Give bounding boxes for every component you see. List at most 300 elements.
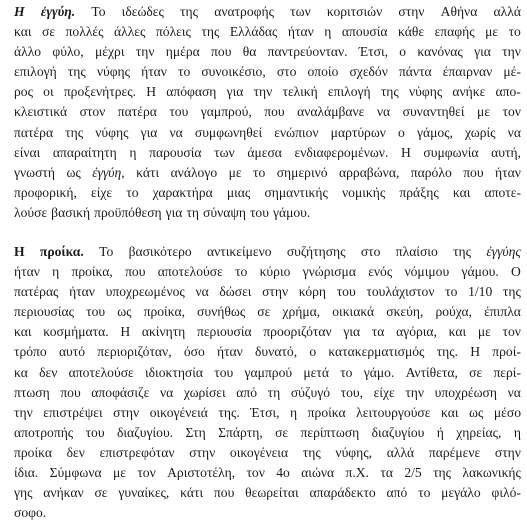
word: των <box>290 4 311 19</box>
word: γάμου. <box>272 204 311 220</box>
word: του <box>169 104 189 120</box>
word: του <box>214 364 234 380</box>
word: στην <box>262 284 289 300</box>
word: ενώπιον <box>274 124 319 140</box>
word: οικογένεια <box>229 444 289 460</box>
text-line <box>14 403 521 423</box>
paragraph-1 <box>14 2 521 223</box>
word: ενός <box>368 264 393 280</box>
word: με <box>485 24 499 40</box>
word: το <box>508 24 521 40</box>
word: 1/10 <box>468 284 493 300</box>
word: ο <box>398 124 405 140</box>
word: την <box>253 84 273 100</box>
word: απαραίτητη <box>52 144 117 160</box>
word: αποτελούσε <box>157 264 223 280</box>
word: κατακερματισμός <box>328 344 425 360</box>
word: ήταν <box>69 284 95 300</box>
word: Η <box>120 324 131 340</box>
word: της <box>201 24 220 40</box>
word: ο <box>399 44 407 60</box>
word: τη <box>186 204 200 220</box>
word: γης <box>14 485 33 501</box>
word: το <box>445 284 458 300</box>
word: που <box>213 485 235 501</box>
text-line <box>14 102 521 122</box>
word: πάντα <box>398 64 432 80</box>
word: τον <box>502 324 521 340</box>
word: περί- <box>493 364 521 380</box>
word: με <box>477 104 491 120</box>
word: δυνατό, <box>255 344 298 360</box>
word: περιουσία <box>196 324 252 340</box>
word: ρος <box>14 84 33 100</box>
word: προίκα <box>307 404 346 420</box>
word: αυτή, <box>491 144 521 160</box>
word: αποφάσιζε <box>91 384 150 400</box>
word: γυναίκες, <box>118 485 170 501</box>
word: οικιακά <box>332 304 375 320</box>
word: θεωρείται <box>245 485 299 501</box>
word: του <box>85 424 105 440</box>
word: κλειστικά <box>14 104 68 120</box>
word: νύφης <box>96 64 131 80</box>
word: γάμο. <box>363 364 395 380</box>
word: κοσμήματα. <box>43 324 109 340</box>
word: το <box>126 184 139 200</box>
word: Αθήνα <box>440 4 478 19</box>
word: ανατροφής <box>214 4 274 19</box>
word: στο <box>360 244 381 259</box>
word: νομικής <box>342 184 386 200</box>
word: σε <box>257 304 271 320</box>
word: επιλογή <box>14 64 57 80</box>
text-line <box>14 123 521 143</box>
word: μετά <box>303 364 329 380</box>
word: σκεύη, <box>386 304 424 320</box>
word: πόλεις <box>155 24 191 40</box>
word: Σύμφωνα <box>49 465 102 481</box>
word: άμεσα <box>247 144 282 160</box>
word: κάτι <box>136 164 160 180</box>
word: στην <box>189 444 216 460</box>
word: τα <box>371 324 385 340</box>
word: σημερινό <box>276 164 328 180</box>
text-line <box>14 262 521 282</box>
word: σύζυγό <box>290 384 331 400</box>
word: περιουσίας <box>14 304 75 320</box>
word: ίδια. <box>14 465 39 481</box>
word: Η <box>146 84 157 100</box>
word: 4ο <box>276 465 290 481</box>
word: που <box>60 384 81 400</box>
word: ακίνητη <box>141 324 186 340</box>
word: τον <box>502 104 521 120</box>
text-line <box>14 282 521 302</box>
word: συνοικέσιο, <box>201 64 266 80</box>
word: χηρείας, <box>456 424 502 440</box>
word: έπιπλα <box>484 304 521 320</box>
word: οι <box>43 84 54 100</box>
word: αρραβώνα, <box>339 164 400 180</box>
word: Ο <box>511 264 521 280</box>
word: για <box>474 44 491 60</box>
word: της <box>380 84 399 100</box>
word: οποίο <box>307 64 339 80</box>
word: πατέρας <box>14 284 59 300</box>
word: το <box>340 364 353 380</box>
word: νόμιμου <box>404 264 450 280</box>
word: Το <box>91 4 106 19</box>
text-line <box>14 342 521 362</box>
word: υποχρεωμένος <box>105 284 185 300</box>
word: την <box>14 404 33 420</box>
word: να <box>376 104 391 120</box>
word: ήταν <box>141 64 167 80</box>
text-line <box>14 423 521 443</box>
word: σύναψη <box>203 204 246 220</box>
word: μέσο <box>493 404 521 420</box>
word: πατέρα <box>14 124 54 140</box>
word: την <box>405 384 425 400</box>
word: ἐγγύη, <box>92 164 125 180</box>
text-line <box>14 82 521 102</box>
word: προφορική, <box>14 184 77 200</box>
word: για <box>343 324 361 340</box>
word: ήταν <box>495 164 521 180</box>
word: Έτσι, <box>250 404 280 420</box>
text-line <box>14 2 521 22</box>
word: συμφωνηθεί <box>194 124 263 140</box>
word: με <box>112 465 126 481</box>
word: ημέρα <box>165 44 200 60</box>
text-line <box>14 483 521 503</box>
word: κάθε <box>397 24 425 40</box>
word: νύφης <box>408 84 443 100</box>
word: απαράδεκτο <box>309 485 376 501</box>
word: παρουσία <box>149 144 202 160</box>
word: της <box>502 284 521 300</box>
word: η <box>513 424 521 440</box>
word: Αντίθετα, <box>405 364 458 380</box>
word: για <box>140 124 158 140</box>
word: Έτσι, <box>358 44 389 60</box>
word: ἐγγύη. <box>40 4 76 19</box>
word: ως <box>66 164 81 180</box>
text-line <box>14 302 521 322</box>
word: συναντηθεί <box>402 104 465 120</box>
word: προίκα, <box>143 304 185 320</box>
word: σε <box>94 485 108 501</box>
word: συμφωνία <box>423 144 479 160</box>
text-line <box>14 62 521 82</box>
word: παντρεύονταν. <box>267 44 348 60</box>
word: ή <box>436 424 444 440</box>
word: σε <box>469 364 483 380</box>
word: διαζυγίου. <box>116 424 174 440</box>
word: τον <box>246 465 265 481</box>
word: το <box>253 164 266 180</box>
word: ἐγγύης <box>486 244 521 259</box>
word: αλλά <box>493 4 521 19</box>
text-line <box>14 163 521 183</box>
word: πράξης <box>399 184 439 200</box>
word: μαρτύρων <box>330 124 386 140</box>
word: χαρακτήρα <box>152 184 213 200</box>
word: να <box>169 124 183 140</box>
paragraph-2 <box>14 242 521 523</box>
word: ήταν <box>216 344 243 360</box>
word: την <box>502 44 521 60</box>
word: άλλο <box>14 44 42 60</box>
word: απόφαση <box>166 84 217 100</box>
word: των <box>214 144 235 160</box>
word: η <box>129 144 137 160</box>
word: της <box>433 465 452 481</box>
word: χωρίσει <box>183 384 226 400</box>
word: Η <box>14 4 25 19</box>
word: και <box>448 324 467 340</box>
word: τελική <box>282 84 318 100</box>
word: Στη <box>185 424 206 440</box>
word: από <box>386 485 408 501</box>
word: της <box>67 64 86 80</box>
word: είναι <box>14 144 41 160</box>
text-line <box>14 183 521 203</box>
word: αντικείμενο <box>207 244 272 259</box>
word: στην <box>494 444 521 460</box>
word: που <box>211 44 232 60</box>
word: του <box>249 204 269 220</box>
word: παρέμενε <box>428 444 481 460</box>
word: οικογένειά <box>149 404 208 420</box>
word: αιώνα <box>301 465 335 481</box>
word: περιοριζόταν, <box>97 344 172 360</box>
text-line <box>14 503 521 523</box>
text-line <box>14 322 521 342</box>
word: έπαιρναν <box>442 64 493 80</box>
text-line <box>14 383 521 403</box>
word: κόρη <box>298 284 327 300</box>
word: του <box>336 284 356 300</box>
word: και <box>452 184 471 200</box>
word: ιδιοκτησία <box>144 364 204 380</box>
word: επαφής <box>434 24 475 40</box>
word: προοριζόταν <box>263 324 332 340</box>
word: κοριτσιών <box>326 4 383 19</box>
word: επιστρέψει <box>43 404 103 420</box>
word: δεν <box>39 364 58 380</box>
word: στην <box>113 404 140 420</box>
word: και <box>440 404 459 420</box>
word: νύφης <box>95 124 129 140</box>
word: αγόρια, <box>396 324 437 340</box>
word: πολλές <box>65 24 104 40</box>
word: ήταν <box>287 24 314 40</box>
word: αλλά <box>386 444 415 460</box>
word: χρήμα, <box>282 304 321 320</box>
text-line <box>14 143 521 163</box>
word: από <box>236 384 258 400</box>
word: βασικότερο <box>128 244 192 259</box>
word: ρούχα, <box>435 304 473 320</box>
word: στον <box>79 104 106 120</box>
word: γαμπρού <box>244 364 293 380</box>
word: σε <box>275 424 289 440</box>
word: η <box>52 264 60 280</box>
word: δεν <box>66 444 85 460</box>
word: που <box>264 104 285 120</box>
word: Το <box>99 244 114 259</box>
word: στην <box>398 4 425 19</box>
word: προίκα <box>14 444 52 460</box>
word: το <box>178 64 191 80</box>
word: ήταν <box>14 264 40 280</box>
word: της <box>180 4 199 19</box>
word: φιλό- <box>491 485 521 501</box>
word: άλλες <box>114 24 146 40</box>
word: του, <box>340 384 364 400</box>
word: είχε <box>373 384 395 400</box>
word: περίπτωση <box>300 424 360 440</box>
word: Η <box>14 244 25 259</box>
word: πατέρα <box>117 104 157 120</box>
word: να <box>195 284 209 300</box>
word: γάμου. <box>461 264 499 280</box>
word: Η <box>470 344 481 360</box>
word: πτωση <box>14 384 50 400</box>
word: σχεδόν <box>349 64 388 80</box>
word: που <box>463 164 484 180</box>
word: ως <box>469 404 484 420</box>
text-line <box>14 42 521 62</box>
text-line <box>14 443 521 463</box>
text-line <box>14 242 521 262</box>
word: μιας <box>226 184 251 200</box>
word: Ελλάδας <box>229 24 278 40</box>
word: που <box>125 264 146 280</box>
word: γάμος, <box>416 124 453 140</box>
word: τα <box>380 465 393 481</box>
word: γαμπρού, <box>200 104 252 120</box>
word: Αριστοτέλη, <box>167 465 236 481</box>
word: κάτι <box>180 485 204 501</box>
word: με <box>228 164 242 180</box>
word: της <box>453 244 472 259</box>
word: τον <box>137 465 156 481</box>
word: για <box>226 84 244 100</box>
text-line <box>14 22 521 42</box>
word: για <box>165 204 183 220</box>
word: ανήκαν <box>43 485 84 501</box>
word: σοφο. <box>14 505 47 521</box>
word: γνώρισμα <box>302 264 356 280</box>
word: του <box>86 304 106 320</box>
word: το <box>235 264 248 280</box>
word: ως <box>117 304 132 320</box>
word: κα <box>14 364 28 380</box>
word: προίκα, <box>71 264 113 280</box>
word: νύφης, <box>335 444 373 460</box>
word: και <box>14 324 32 340</box>
text-line <box>14 463 521 483</box>
word: της <box>302 444 321 460</box>
word: υποχρέωση <box>434 384 497 400</box>
word: επιλογή <box>327 84 371 100</box>
word: Σπάρτη, <box>218 424 263 440</box>
word: παρόλο <box>410 164 452 180</box>
text-line <box>14 203 521 223</box>
word: της. <box>436 344 459 360</box>
word: αποτε- <box>484 184 521 200</box>
word: προϋπόθεση <box>94 204 162 220</box>
word: αποτελούσε <box>68 364 134 380</box>
word: χωρίς <box>465 124 496 140</box>
word: αυτό <box>58 344 86 360</box>
word: επιστρεφόταν <box>99 444 175 460</box>
word: ιδεώδες <box>121 4 164 19</box>
word: φύλο, <box>52 44 84 60</box>
word: η <box>290 404 298 420</box>
word: με <box>477 324 491 340</box>
word: λούσε <box>14 204 48 220</box>
word: γνωστή <box>14 164 56 180</box>
word: θα <box>242 44 257 60</box>
word: της <box>65 124 84 140</box>
text-line <box>14 363 521 383</box>
word: η <box>324 24 332 40</box>
word: αναλάμβανε <box>297 104 365 120</box>
word: 2/5 <box>404 465 422 481</box>
word: συζήτησης <box>286 244 346 259</box>
word: την <box>135 44 155 60</box>
word: ανήκε <box>452 84 486 100</box>
word: διαζυγίου <box>371 424 425 440</box>
word: προί- <box>492 344 521 360</box>
word: κανόνας <box>417 44 463 60</box>
word: απουσία <box>341 24 388 40</box>
word: μεγάλο <box>441 485 481 501</box>
word: της. <box>218 404 240 420</box>
word: λειτουργούσε <box>356 404 431 420</box>
word: βασική <box>51 204 91 220</box>
word: και <box>14 24 32 40</box>
word: κύριο <box>259 264 291 280</box>
word: το <box>418 485 431 501</box>
word: δώσει <box>219 284 252 300</box>
word: ανάλογο <box>170 164 218 180</box>
word: συνήθως <box>197 304 246 320</box>
word: μέχρι <box>95 44 125 60</box>
word: αποτροπής <box>14 424 74 440</box>
word: απο- <box>495 84 521 100</box>
word: να <box>159 384 174 400</box>
word: Η <box>400 144 411 160</box>
word: στο <box>276 64 297 80</box>
word: προξενήτρες. <box>63 84 137 100</box>
word: μέ- <box>503 64 521 80</box>
word: ο <box>309 344 317 360</box>
word: να <box>507 124 521 140</box>
word: ενδιαφερομένων. <box>294 144 389 160</box>
word: π.Χ. <box>345 465 370 481</box>
word: σε <box>42 24 56 40</box>
word: πλαίσιο <box>395 244 438 259</box>
word: τρόπο <box>14 344 47 360</box>
word: όσο <box>183 344 205 360</box>
word: τη <box>267 384 281 400</box>
word: λακωνικής <box>462 465 521 481</box>
